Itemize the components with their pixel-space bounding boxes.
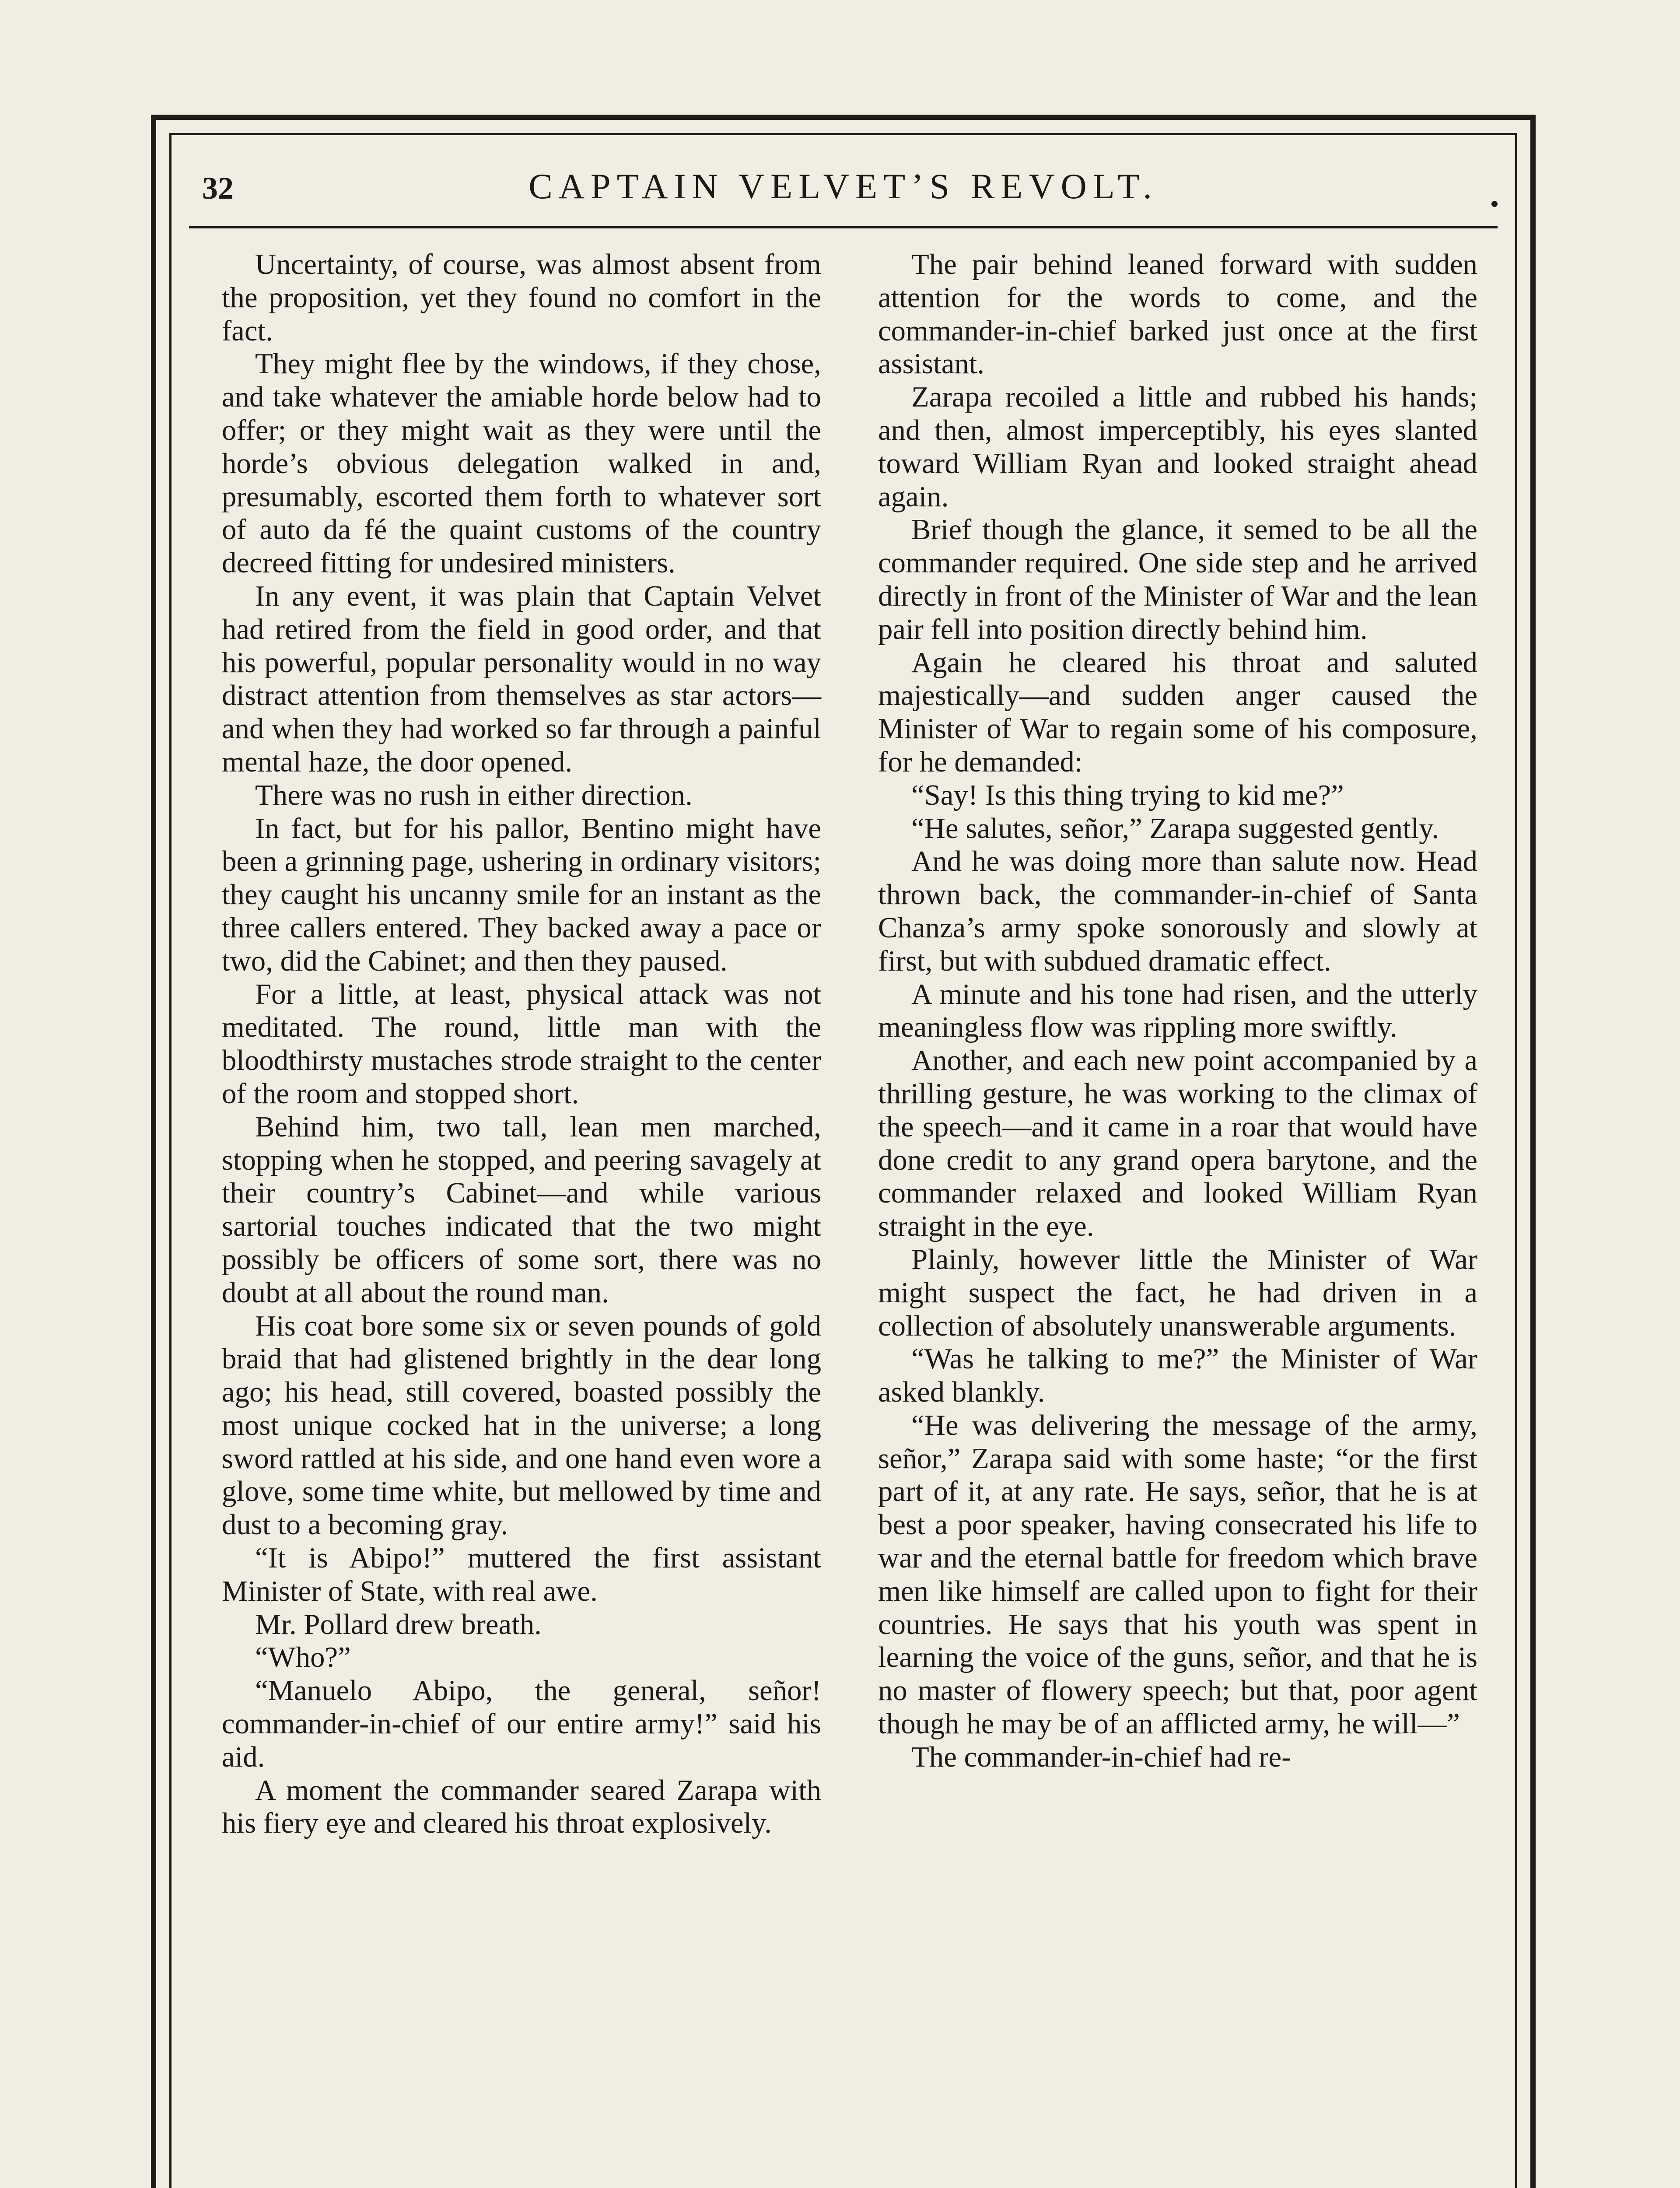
- paragraph: Behind him, two tall, lean men marched, stopping when he stopped, and peering savagely at their country’s Cabinet—and while various sartorial touches indicated that the two might possibly be officers of some sort, there was no doubt at all about the round man.: [222, 1110, 821, 1309]
- header-dot: [1491, 201, 1498, 207]
- paragraph: “He was delivering the message of the army, señor,” Zarapa said with some haste; “or the first part of it, at any rate. He says, señor, that he is at best a poor speaker, having consecrated his life to war and the eternal battle for freedom which brave men like himself are called upon to fight for their countries. He says that his youth was spent in learning the voice of the guns, señor, and that he is no master of flowery speech; but that, poor agent though he may be of an afflicted army, he will—”: [878, 1409, 1477, 1740]
- paragraph: “Say! Is this thing trying to kid me?”: [911, 778, 1344, 811]
- paragraph: There was no rush in either direction.: [255, 778, 693, 811]
- paragraph: In fact, but for his pallor, Bentino might have been a grinning page, ushering in ordinary visitors; they caught his uncanny smile for an instant as the three callers entered. They backed away a pace or two, did the Cabinet; and then they paused.: [222, 812, 821, 977]
- paragraph: And he was doing more than salute now. Head thrown back, the commander-in-chief of Santa Chanza’s army spoke sonorously and slowly at first, but with subdued dramatic effect.: [878, 845, 1477, 977]
- paragraph: The pair behind leaned forward with sudden attention for the words to come, and the commander-in-chief barked just once at the first assistant.: [878, 248, 1477, 380]
- running-header: [189, 166, 1498, 218]
- paragraph: In any event, it was plain that Captain Velvet had retired from the field in good order, and that his powerful, popular personality would in no way distract attention from themselves as star actors—and when they had worked so far through a painful mental haze, the door opened.: [222, 579, 821, 778]
- page-number: 32: [202, 171, 234, 206]
- paragraph: They might flee by the windows, if they chose, and take whatever the amiable horde below had to offer; or they might wait as they were until the horde’s obvious delegation walked in and, presumably, escorted them forth to whatever sort of auto da fé the quaint customs of the country decreed fitting for undesired ministers.: [222, 347, 821, 579]
- page-inner-border: [169, 133, 1517, 2188]
- paragraph: “It is Abipo!” muttered the first assistant Minister of State, with real awe.: [222, 1542, 821, 1607]
- paragraph: Mr. Pollard drew breath.: [255, 1608, 542, 1641]
- paragraph: Zarapa recoiled a little and rubbed his hands; and then, almost imperceptibly, his eyes slanted toward William Ryan and looked straight ahead again.: [878, 381, 1477, 513]
- page-border: [151, 115, 1536, 2188]
- header-rule: [189, 226, 1498, 228]
- right-text-column: [878, 248, 1477, 1774]
- paragraph: “Was he talking to me?” the Minister of War asked blankly.: [878, 1343, 1477, 1409]
- paragraph: His coat bore some six or seven pounds of gold braid that had glistened brightly in the dear long ago; his head, still covered, boasted possibly the most unique cocked hat in the universe; a long sword rattled at his side, and one hand even wore a glove, some time white, but mellowed by time and dust to a becoming gray.: [222, 1309, 821, 1541]
- running-title: CAPTAIN VELVET’S REVOLT.: [528, 166, 1158, 206]
- paragraph: “Manuelo Abipo, the general, señor! commander-in-chief of our entire army!” said his aid.: [222, 1674, 821, 1773]
- paragraph: Again he cleared his throat and saluted majestically—and sudden anger caused the Minister of War to regain some of his composure, for he demanded:: [878, 646, 1477, 778]
- left-text-column: [222, 248, 821, 1840]
- paragraph: A minute and his tone had risen, and the utterly meaningless flow was rippling more swiftly.: [878, 978, 1477, 1044]
- paragraph: Another, and each new point accompanied by a thrilling gesture, he was working to the climax of the speech—and it came in a roar that would have done credit to any grand opera barytone, and the commander relaxed and looked William Ryan straight in the eye.: [878, 1044, 1477, 1243]
- paragraph: Plainly, however little the Minister of War might suspect the fact, he had driven in a collection of absolutely unanswerable arguments.: [878, 1243, 1477, 1342]
- paragraph: The commander-in-chief had re-: [911, 1740, 1292, 1773]
- paragraph: A moment the commander seared Zarapa with his fiery eye and cleared his throat explosively.: [222, 1774, 821, 1840]
- paragraph: “Who?”: [255, 1641, 351, 1674]
- paragraph: Uncertainty, of course, was almost absent from the proposition, yet they found no comfort in the fact.: [222, 248, 821, 347]
- paragraph: “He salutes, señor,” Zarapa suggested gently.: [911, 812, 1439, 845]
- paragraph: For a little, at least, physical attack was not meditated. The round, little man with the bloodthirsty mustaches strode straight to the center of the room and stopped short.: [222, 978, 821, 1110]
- paragraph: Brief though the glance, it semed to be all the commander required. One side step and he arrived directly in front of the Minister of War and the lean pair fell into position directly behind him.: [878, 513, 1477, 645]
